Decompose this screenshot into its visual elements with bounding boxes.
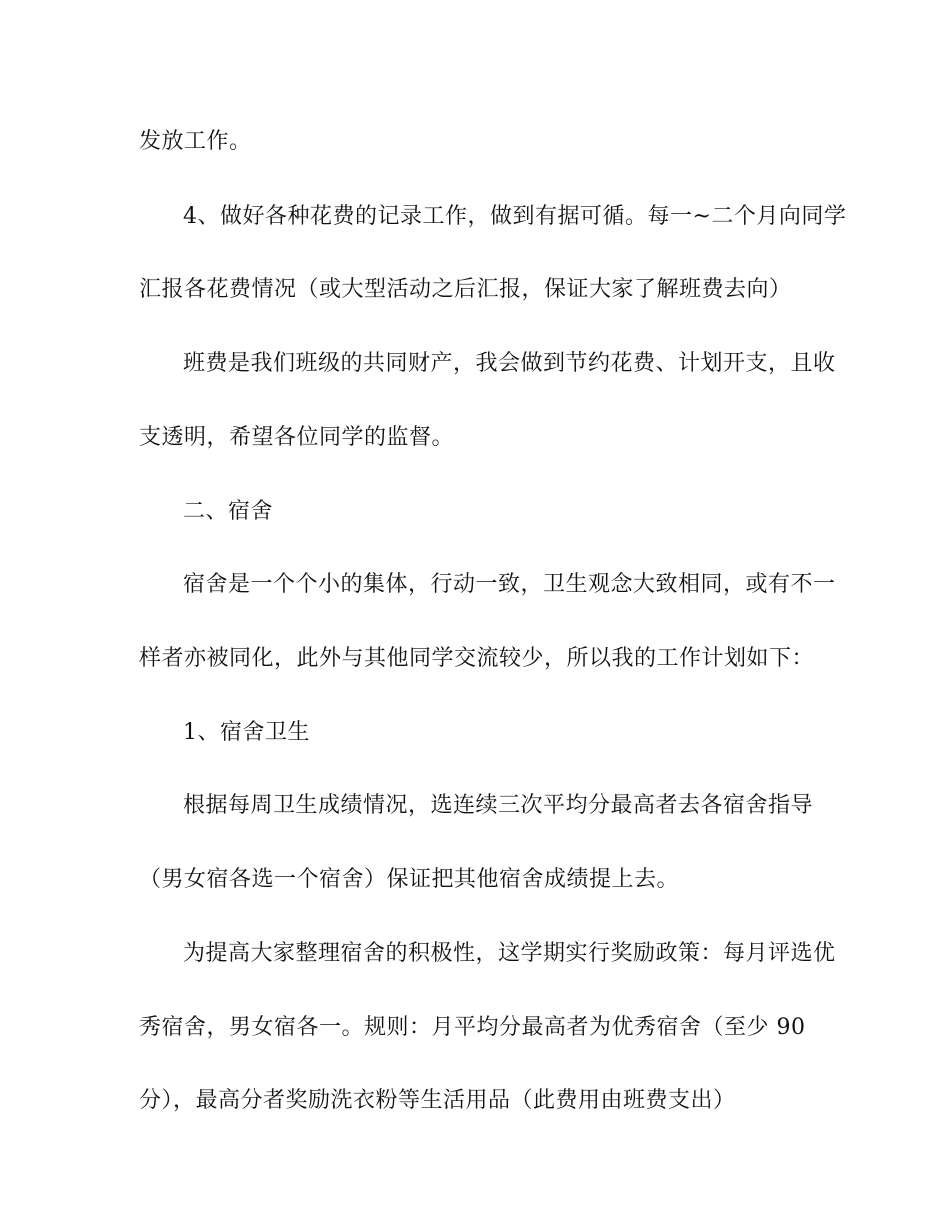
paragraph-line: 秀宿舍，男女宿各一。规则：月平均分最高者为优秀宿舍（至少 90 — [139, 1015, 806, 1040]
paragraph-line: 根据每周卫生成绩情况，选连续三次平均分最高者去各宿舍指导 — [183, 793, 814, 818]
paragraph-line: 样者亦被同化，此外与其他同学交流较少，所以我的工作计划如下： — [139, 646, 815, 671]
paragraph-line: 分），最高分者奖励洗衣粉等生活用品（此费用由班费支出） — [139, 1088, 736, 1113]
paragraph-line: 宿舍是一个个小的集体，行动一致，卫生观念大致相同，或有不一 — [183, 572, 836, 597]
paragraph-line: 汇报各花费情况（或大型活动之后汇报，保证大家了解班费去向） — [139, 277, 792, 302]
paragraph-line: 4、做好各种花费的记录工作，做到有据可循。每一~二个月向同学 — [183, 204, 847, 229]
subsection-heading: 1、宿舍卫生 — [183, 720, 310, 745]
section-heading: 二、宿舍 — [183, 499, 274, 524]
paragraph-line: （男女宿各选一个宿舍）保证把其他宿舍成绩提上去。 — [139, 867, 680, 892]
paragraph-line: 班费是我们班级的共同财产，我会做到节约花费、计划开支，且收 — [183, 351, 836, 376]
paragraph-line: 为提高大家整理宿舍的积极性，这学期实行奖励政策：每月评选优 — [183, 941, 836, 966]
paragraph-line: 发放工作。 — [139, 129, 252, 154]
paragraph-line: 支透明，希望各位同学的监督。 — [139, 425, 455, 450]
